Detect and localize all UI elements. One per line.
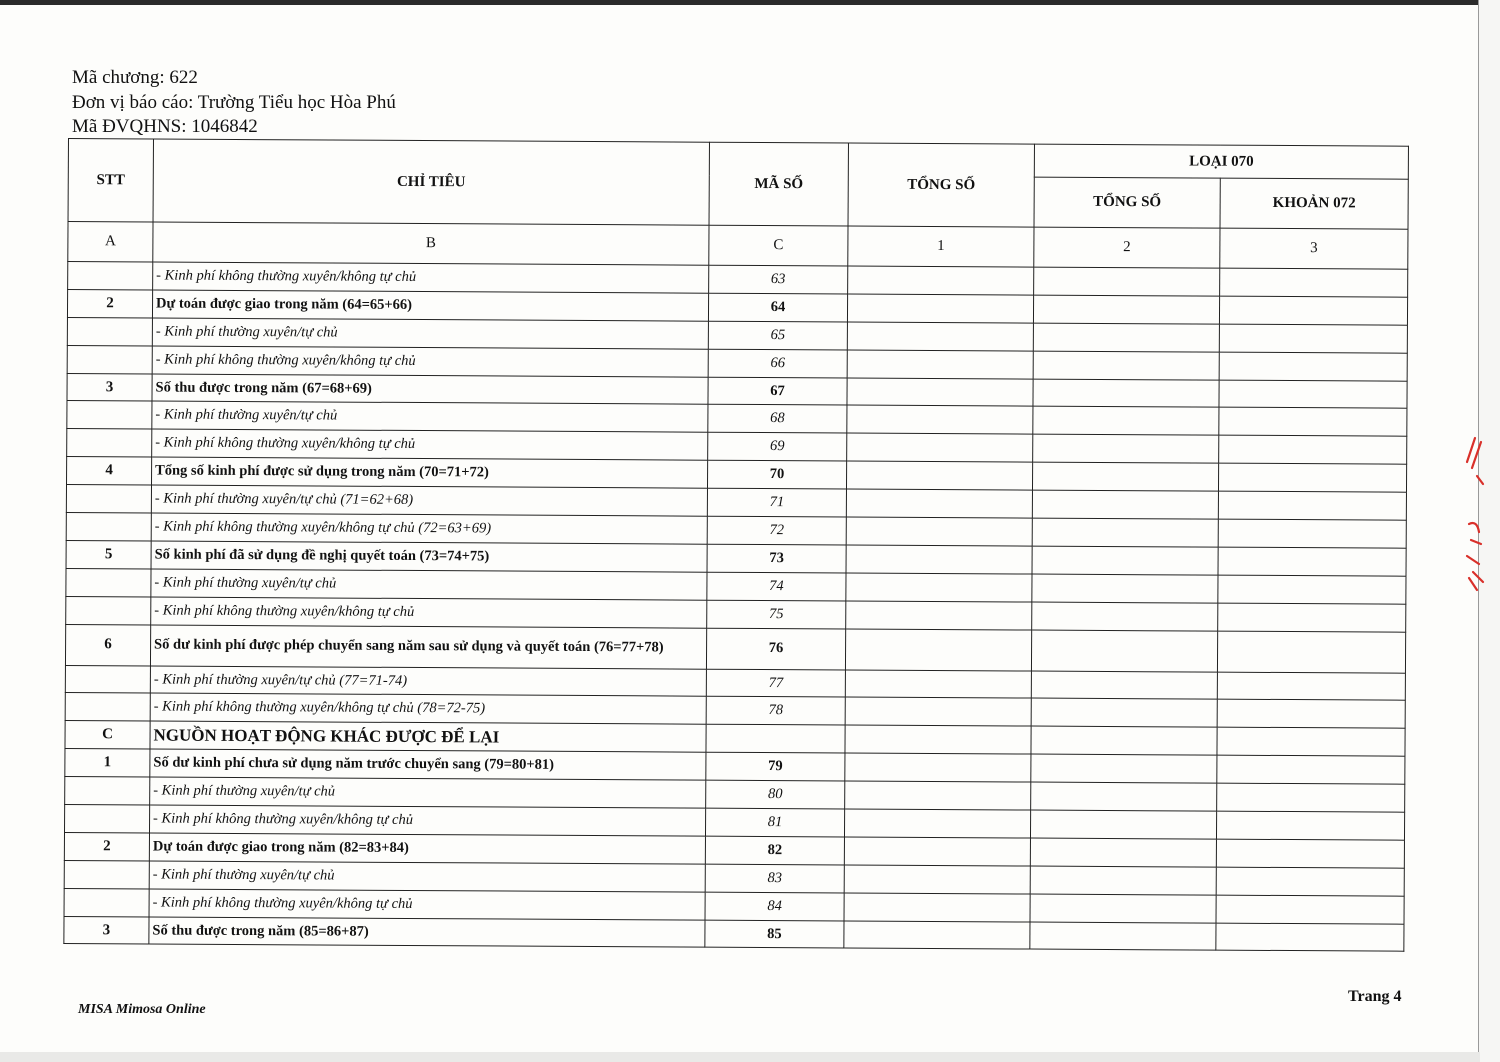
row-stt (65, 805, 150, 833)
cell-tong-so (845, 725, 1031, 754)
row-indicator: Số kinh phí đã sử dụng đề nghị quyết toán (73=74+75) (151, 541, 707, 572)
cell-tong-so (844, 865, 1030, 894)
cell-khoan-072 (1218, 575, 1406, 604)
chapter-code: Mã chương: 622 (72, 67, 198, 88)
cell-loai-tong-so (1031, 754, 1217, 783)
row-stt: 2 (64, 832, 149, 860)
scan-bottom-edge (0, 1052, 1480, 1062)
row-code: 71 (707, 488, 846, 517)
row-code: 78 (706, 697, 845, 726)
row-code: 63 (709, 265, 848, 294)
cell-khoan-072 (1219, 352, 1407, 381)
row-stt: 5 (66, 540, 151, 568)
cell-tong-so (846, 601, 1032, 630)
cell-loai-tong-so (1033, 434, 1219, 463)
settlement-table (63, 138, 1409, 952)
row-stt: 6 (65, 624, 150, 665)
row-stt (66, 596, 151, 624)
cell-loai-tong-so (1032, 602, 1218, 631)
cell-tong-so (845, 670, 1031, 699)
row-code: 76 (706, 628, 845, 670)
row-indicator: - Kinh phí thường xuyên/tự chủ (152, 318, 708, 349)
row-indicator: Số dư kinh phí chưa sử dụng năm trước chuyển sang (79=80+81) (150, 749, 706, 780)
row-stt (65, 777, 150, 805)
cell-loai-tong-so (1033, 351, 1219, 380)
row-stt: 3 (67, 373, 152, 401)
row-stt: C (65, 721, 150, 749)
cell-loai-tong-so (1031, 630, 1217, 672)
cell-loai-tong-so (1031, 726, 1217, 755)
row-indicator: - Kinh phí không thường xuyên/không tự chủ (72=63+69) (151, 513, 707, 544)
row-stt (64, 860, 149, 888)
cell-khoan-072 (1219, 408, 1407, 437)
cell-tong-so (847, 378, 1033, 407)
cell-tong-so (844, 837, 1030, 866)
cell-khoan-072 (1219, 324, 1407, 353)
row-stt (67, 401, 152, 429)
row-stt (65, 665, 150, 693)
cell-khoan-072 (1216, 867, 1404, 896)
cell-khoan-072 (1217, 672, 1405, 701)
cell-khoan-072 (1218, 603, 1406, 632)
row-code: 64 (708, 293, 847, 322)
row-code: 82 (705, 836, 844, 865)
row-code: 81 (705, 808, 844, 837)
cell-loai-tong-so (1030, 866, 1216, 895)
cell-tong-so (845, 781, 1031, 810)
cell-khoan-072 (1219, 435, 1407, 464)
cell-tong-so (846, 545, 1032, 574)
cell-tong-so (844, 921, 1030, 950)
cell-loai-tong-so (1033, 407, 1219, 436)
col-header-loai-070: LOẠI 070 (1034, 144, 1408, 179)
cell-loai-tong-so (1034, 267, 1220, 296)
cell-loai-tong-so (1031, 699, 1217, 728)
cell-loai-tong-so (1032, 546, 1218, 575)
row-indicator: - Kinh phí không thường xuyên/không tự chủ (152, 429, 708, 460)
cell-khoan-072 (1217, 727, 1405, 756)
row-code: 74 (707, 572, 846, 601)
cell-tong-so (845, 697, 1031, 726)
row-code: 83 (705, 864, 844, 893)
page-number: Trang 4 (1348, 988, 1402, 1005)
cell-tong-so (847, 322, 1033, 351)
cell-tong-so (846, 517, 1032, 546)
row-code (706, 725, 845, 754)
cell-khoan-072 (1216, 895, 1404, 924)
cell-tong-so (848, 266, 1034, 295)
cell-khoan-072 (1218, 547, 1406, 576)
cell-tong-so (845, 753, 1031, 782)
row-stt (67, 317, 152, 345)
row-code: 66 (708, 349, 847, 378)
col-header-khoan-072: KHOẢN 072 (1220, 178, 1408, 229)
cell-loai-tong-so (1032, 574, 1218, 603)
row-code: 75 (707, 600, 846, 629)
cell-loai-tong-so (1030, 894, 1216, 923)
letter-3: 3 (1220, 228, 1408, 269)
cell-loai-tong-so (1031, 671, 1217, 700)
row-code: 84 (705, 892, 844, 921)
cell-khoan-072 (1218, 463, 1406, 492)
row-stt (64, 888, 149, 916)
cell-tong-so (847, 350, 1033, 379)
row-indicator: - Kinh phí thường xuyên/tự chủ (150, 777, 706, 808)
row-indicator: - Kinh phí không thường xuyên/không tự chủ (149, 889, 705, 920)
cell-khoan-072 (1217, 783, 1405, 812)
cell-tong-so (844, 893, 1030, 922)
row-code: 77 (706, 669, 845, 698)
reporting-unit: Đơn vị báo cáo: Trường Tiểu học Hòa Phú (72, 91, 396, 113)
row-code: 79 (706, 752, 845, 781)
cell-tong-so (844, 809, 1030, 838)
cell-khoan-072 (1217, 755, 1405, 784)
row-code: 68 (708, 405, 847, 434)
row-indicator: - Kinh phí thường xuyên/tự chủ (152, 401, 708, 432)
row-stt (68, 262, 153, 290)
row-stt (67, 345, 152, 373)
budget-unit-code: Mã ĐVQHNS: 1046842 (72, 116, 258, 137)
cell-loai-tong-so (1030, 810, 1216, 839)
row-stt (66, 485, 151, 513)
row-indicator: - Kinh phí thường xuyên/tự chủ (151, 569, 707, 600)
cell-khoan-072 (1219, 296, 1407, 325)
letter-a: A (68, 222, 153, 262)
row-code: 73 (707, 544, 846, 573)
cell-tong-so (847, 405, 1033, 434)
cell-khoan-072 (1216, 923, 1404, 952)
row-indicator: Dự toán được giao trong năm (64=65+66) (152, 290, 708, 321)
letter-c: C (709, 225, 848, 266)
row-code: 72 (707, 516, 846, 545)
row-indicator: - Kinh phí thường xuyên/tự chủ (77=71-74) (150, 666, 706, 697)
row-indicator: - Kinh phí không thường xuyên/không tự chủ (78=72-75) (150, 693, 706, 724)
cell-loai-tong-so (1033, 323, 1219, 352)
cell-khoan-072 (1220, 268, 1408, 297)
row-indicator: Số thu được trong năm (67=68+69) (152, 374, 708, 405)
row-indicator: Số dư kinh phí được phép chuyển sang năm sau sử dụng và quyết toán (76=77+78) (150, 625, 706, 669)
letter-1: 1 (848, 226, 1034, 267)
col-header-ma-so: MÃ SỐ (709, 142, 848, 226)
cell-loai-tong-so (1032, 462, 1218, 491)
red-stamp-fragment (1457, 432, 1487, 592)
row-indicator: - Kinh phí không thường xuyên/không tự chủ (151, 597, 707, 628)
row-stt: 2 (67, 289, 152, 317)
letter-2: 2 (1034, 227, 1220, 268)
scan-top-edge (0, 0, 1500, 5)
cell-tong-so (847, 433, 1033, 462)
cell-loai-tong-so (1032, 518, 1218, 547)
cell-khoan-072 (1217, 700, 1405, 729)
row-stt: 4 (67, 457, 152, 485)
row-code: 67 (708, 377, 847, 406)
software-name: MISA Mimosa Online (78, 1002, 206, 1017)
row-stt: 3 (64, 916, 149, 944)
cell-tong-so (846, 489, 1032, 518)
col-header-stt: STT (68, 139, 153, 222)
cell-loai-tong-so (1033, 295, 1219, 324)
row-code: 70 (707, 460, 846, 489)
letter-b: B (153, 222, 709, 265)
row-indicator: Dự toán được giao trong năm (82=83+84) (149, 833, 705, 864)
cell-tong-so (846, 573, 1032, 602)
cell-tong-so (846, 461, 1032, 490)
row-stt: 1 (65, 749, 150, 777)
cell-loai-tong-so (1030, 838, 1216, 867)
row-indicator: - Kinh phí thường xuyên/tự chủ (149, 861, 705, 892)
cell-loai-tong-so (1030, 922, 1216, 951)
cell-khoan-072 (1218, 519, 1406, 548)
row-indicator: - Kinh phí thường xuyên/tự chủ (71=62+68) (151, 485, 707, 516)
row-indicator: - Kinh phí không thường xuyên/không tự chủ (152, 346, 708, 377)
cell-khoan-072 (1216, 811, 1404, 840)
cell-khoan-072 (1218, 491, 1406, 520)
row-stt (67, 429, 152, 457)
row-code: 65 (708, 321, 847, 350)
row-indicator: NGUỒN HOẠT ĐỘNG KHÁC ĐƯỢC ĐỂ LẠI (150, 721, 706, 752)
cell-khoan-072 (1219, 380, 1407, 409)
row-indicator: - Kinh phí không thường xuyên/không tự chủ (153, 262, 709, 293)
row-indicator: Tổng số kinh phí được sử dụng trong năm (70=71+72) (152, 457, 708, 488)
row-stt (66, 513, 151, 541)
row-indicator: - Kinh phí không thường xuyên/không tự chủ (149, 805, 705, 836)
col-header-tong-so: TỔNG SỐ (848, 143, 1034, 227)
row-indicator: Số thu được trong năm (85=86+87) (149, 917, 705, 948)
cell-khoan-072 (1216, 839, 1404, 868)
row-code: 80 (706, 780, 845, 809)
row-stt (65, 693, 150, 721)
col-header-chi-tieu: CHỈ TIÊU (153, 139, 709, 225)
cell-loai-tong-so (1033, 379, 1219, 408)
cell-loai-tong-so (1031, 782, 1217, 811)
cell-loai-tong-so (1032, 490, 1218, 519)
row-stt (66, 568, 151, 596)
col-header-sub-tong-so: TỔNG SỐ (1034, 177, 1220, 228)
cell-tong-so (847, 294, 1033, 323)
table-body (64, 262, 1408, 952)
report-header (72, 66, 396, 140)
row-code: 85 (705, 920, 844, 949)
cell-tong-so (845, 629, 1031, 671)
row-code: 69 (708, 433, 847, 462)
cell-khoan-072 (1217, 631, 1405, 673)
